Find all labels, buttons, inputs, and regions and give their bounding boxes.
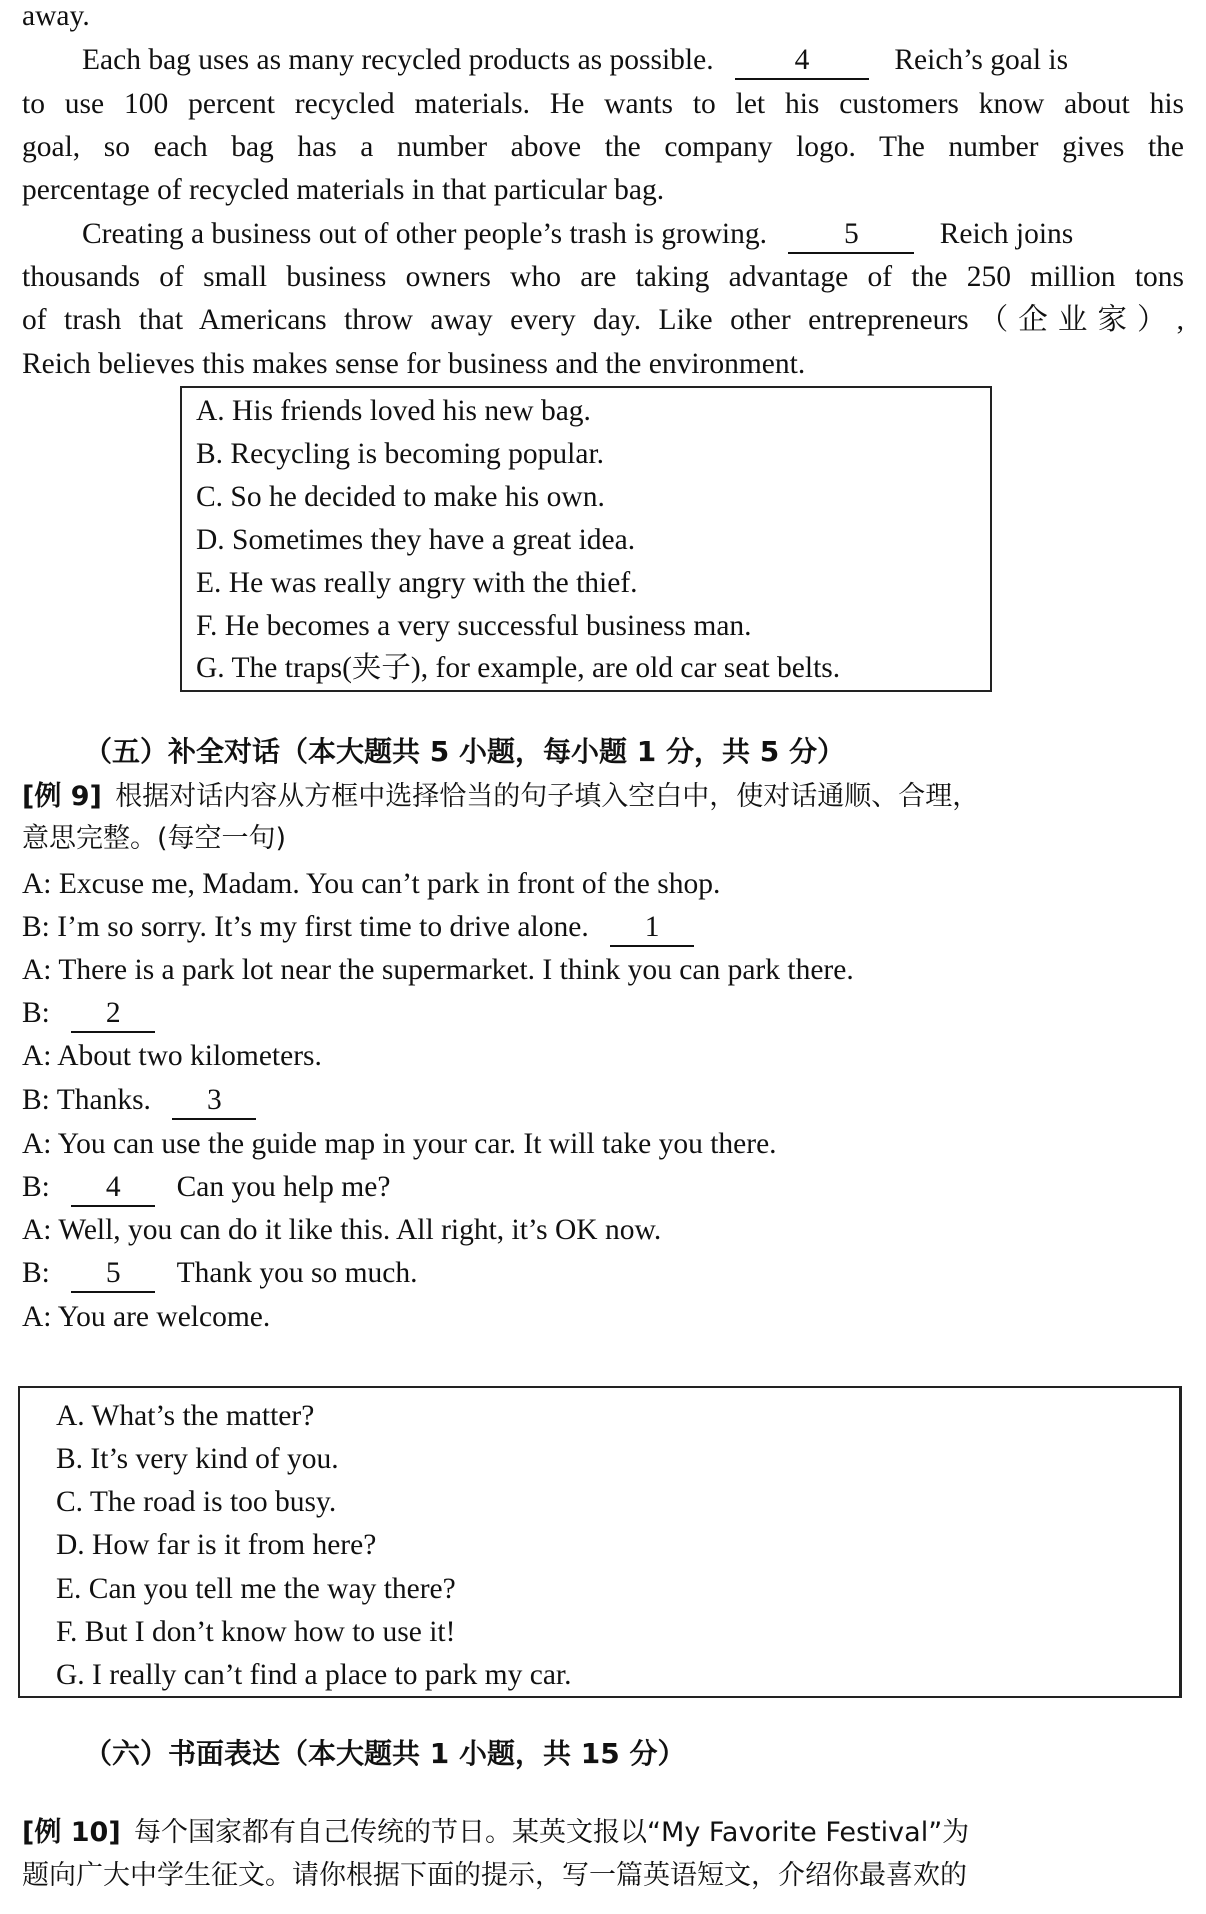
passage-p2-line4: Reich believes this makes sense for business and the environment. <box>22 348 806 380</box>
option-2-e: E. Can you tell me the way there? <box>56 1573 456 1605</box>
option-1-c: C. So he decided to make his own. <box>196 481 605 513</box>
example-9-instruction-line2: 意思完整。(每空一句) <box>22 823 287 854</box>
options-box-1 <box>180 386 992 692</box>
passage-p1-line4: percentage of recycled materials in that particular bag. <box>22 174 665 206</box>
option-1-d: D. Sometimes they have a great idea. <box>196 524 636 556</box>
dialogue-line-9: A: Well, you can do it like this. All right, it’s OK now. <box>22 1214 662 1246</box>
option-1-g: G. The traps(夹子), for example, are old car seat belts. <box>196 652 841 684</box>
example-10-instruction-line1: [例 10] 每个国家都有自己传统的节日。某英文报以“My Favorite Festival”为 <box>22 1817 970 1848</box>
passage-p2-line1: Creating a business out of other people’s trash is growing. 5 Reich joins <box>82 220 1073 254</box>
option-2-f: F. But I don’t know how to use it! <box>56 1616 456 1648</box>
passage-p1-line2: to use 100 percent recycled materials. He wants to let his customers know about his <box>22 88 1184 120</box>
option-1-f: F. He becomes a very successful business man. <box>196 610 752 642</box>
section-6-heading: （六）书面表达（本大题共 1 小题，共 15 分） <box>84 1737 686 1770</box>
example-10-instruction-line2: 题向广大中学生征文。请你根据下面的提示，写一篇英语短文，介绍你最喜欢的 <box>22 1860 967 1891</box>
dialogue-blank-3[interactable]: 3 <box>172 1086 256 1120</box>
dialogue-line-4: B: 2 <box>22 999 155 1033</box>
dialogue-blank-1[interactable]: 1 <box>610 913 694 947</box>
dialogue-blank-4[interactable]: 4 <box>71 1173 155 1207</box>
dialogue-line-8: B: 4 Can you help me? <box>22 1173 390 1207</box>
passage-line-away: away. <box>22 0 90 32</box>
dialogue-line-10: B: 5 Thank you so much. <box>22 1259 418 1293</box>
dialogue-line-2: B: I’m so sorry. It’s my first time to drive alone. 1 <box>22 913 694 947</box>
example-9-instruction-line1: [例 9] 根据对话内容从方框中选择恰当的句子填入空白中，使对话通顺、合理， <box>22 781 980 812</box>
dialogue-line-5: A: About two kilometers. <box>22 1040 322 1072</box>
option-2-c: C. The road is too busy. <box>56 1486 337 1518</box>
passage-p1-line1: Each bag uses as many recycled products as possible. 4 Reich’s goal is <box>82 46 1068 80</box>
dialogue-line-1: A: Excuse me, Madam. You can’t park in front of the shop. <box>22 868 721 900</box>
blank-4[interactable]: 4 <box>735 46 869 80</box>
section-5-heading: （五）补全对话（本大题共 5 小题，每小题 1 分，共 5 分） <box>84 735 845 768</box>
option-2-b: B. It’s very kind of you. <box>56 1443 339 1475</box>
options-box-2 <box>18 1386 1182 1698</box>
dialogue-line-6: B: Thanks. 3 <box>22 1086 256 1120</box>
passage-p1-line3: goal, so each bag has a number above the company logo. The number gives the <box>22 131 1184 163</box>
passage-p2-line2: thousands of small business owners who are taking advantage of the 250 million tons <box>22 261 1184 293</box>
dialogue-line-3: A: There is a park lot near the supermarket. I think you can park there. <box>22 954 854 986</box>
option-1-e: E. He was really angry with the thief. <box>196 567 638 599</box>
dialogue-blank-5[interactable]: 5 <box>71 1259 155 1293</box>
blank-5[interactable]: 5 <box>788 220 914 254</box>
option-1-a: A. His friends loved his new bag. <box>196 395 591 427</box>
passage-p2-line3: of trash that Americans throw away every day. Like other entrepreneurs（企业家）, <box>22 304 1184 336</box>
option-2-a: A. What’s the matter? <box>56 1400 315 1432</box>
dialogue-line-11: A: You are welcome. <box>22 1301 271 1333</box>
option-2-g: G. I really can’t find a place to park my car. <box>56 1659 572 1691</box>
dialogue-blank-2[interactable]: 2 <box>71 999 155 1033</box>
option-2-d: D. How far is it from here? <box>56 1529 377 1561</box>
dialogue-line-7: A: You can use the guide map in your car. It will take you there. <box>22 1128 777 1160</box>
option-1-b: B. Recycling is becoming popular. <box>196 438 605 470</box>
